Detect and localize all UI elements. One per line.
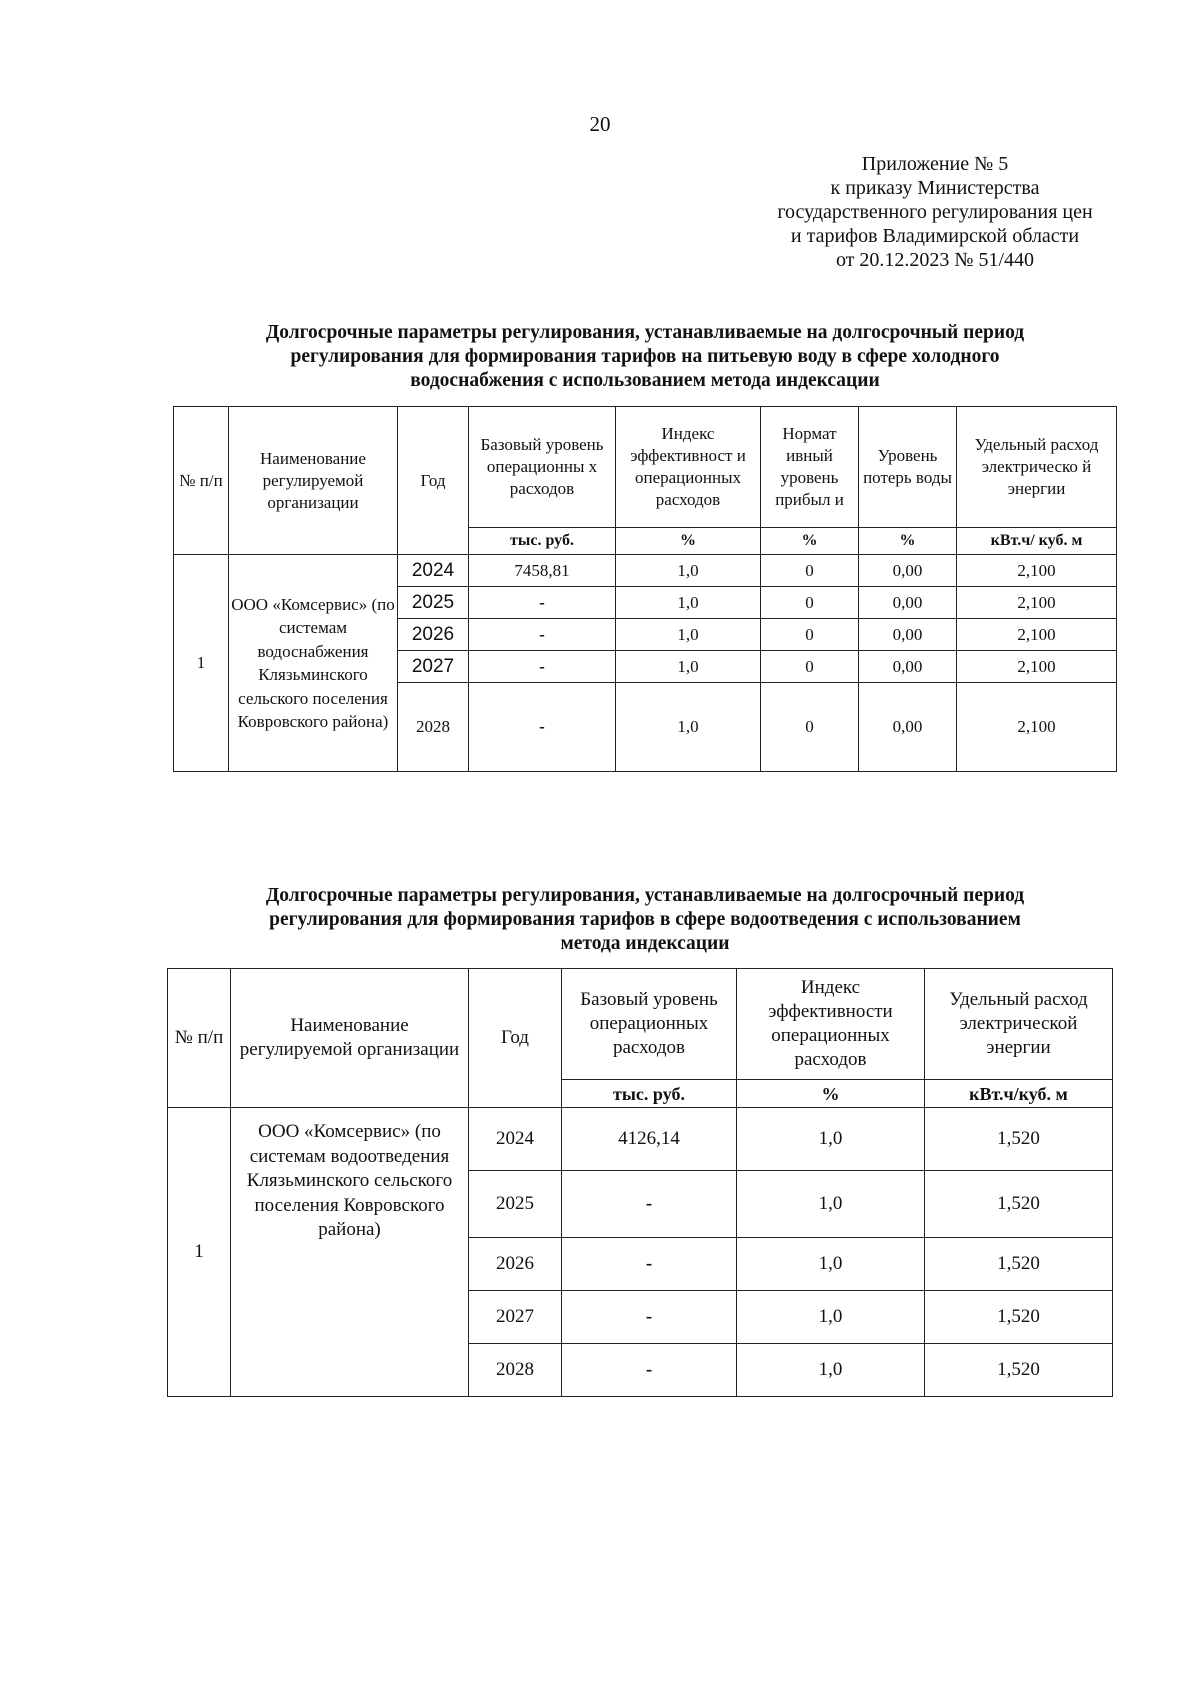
- header-water-loss: Уровень потерь воды: [859, 407, 957, 528]
- water-supply-params-table: [173, 406, 1117, 772]
- cell-base: -: [469, 683, 616, 772]
- header-organization: Наименование регулируемой организации: [229, 407, 398, 555]
- unit-loss: %: [859, 528, 957, 555]
- cell-loss: 0,00: [859, 587, 957, 619]
- unit-energy: кВт.ч/ куб. м: [957, 528, 1117, 555]
- cell-base: -: [562, 1171, 737, 1238]
- cell-energy: 1,520: [925, 1291, 1113, 1344]
- header-num: № п/п: [168, 969, 231, 1108]
- cell-base: -: [562, 1238, 737, 1291]
- unit-index: %: [737, 1080, 925, 1108]
- table-row: [174, 555, 1117, 587]
- cell-index: 1,0: [737, 1344, 925, 1397]
- unit-base: тыс. руб.: [469, 528, 616, 555]
- header-efficiency-index: Индекс эффективности операционных расходов: [737, 969, 925, 1080]
- cell-year: 2028: [398, 683, 469, 772]
- cell-profit: 0: [761, 651, 859, 683]
- cell-year: 2027: [469, 1291, 562, 1344]
- cell-year: 2028: [469, 1344, 562, 1397]
- appendix-line: государственного регулирования цен: [777, 201, 1093, 223]
- table2-title-line: Долгосрочные параметры регулирования, устанавливаемые на долгосрочный период: [265, 885, 1025, 906]
- cell-energy: 1,520: [925, 1171, 1113, 1238]
- wastewater-params-table: [167, 968, 1113, 1397]
- appendix-line: Приложение № 5: [861, 153, 1009, 175]
- table2-title-line: метода индексации: [560, 933, 730, 954]
- header-efficiency-index: Индекс эффективност и операционных расходов: [616, 407, 761, 528]
- cell-base: 7458,81: [469, 555, 616, 587]
- cell-loss: 0,00: [859, 651, 957, 683]
- table-row: [168, 1108, 1113, 1171]
- cell-index: 1,0: [737, 1108, 925, 1171]
- page-number: 20: [589, 112, 611, 136]
- cell-profit: 0: [761, 587, 859, 619]
- unit-base: тыс. руб.: [562, 1080, 737, 1108]
- cell-year: 2024: [398, 555, 469, 587]
- cell-energy: 2,100: [957, 683, 1117, 772]
- cell-base: -: [469, 619, 616, 651]
- header-year: Год: [469, 969, 562, 1108]
- table1-title-line: регулирования для формирования тарифов на питьевую воду в сфере холодного: [290, 346, 1000, 367]
- unit-profit: %: [761, 528, 859, 555]
- row-number: 1: [174, 555, 229, 772]
- cell-index: 1,0: [616, 619, 761, 651]
- cell-profit: 0: [761, 555, 859, 587]
- row-number: 1: [168, 1108, 231, 1397]
- cell-index: 1,0: [616, 651, 761, 683]
- appendix-line: и тарифов Владимирской области: [790, 225, 1080, 247]
- cell-energy: 2,100: [957, 651, 1117, 683]
- header-year: Год: [398, 407, 469, 555]
- header-base-level: Базовый уровень операционных расходов: [562, 969, 737, 1080]
- cell-index: 1,0: [616, 683, 761, 772]
- cell-year: 2026: [398, 619, 469, 651]
- cell-profit: 0: [761, 683, 859, 772]
- cell-year: 2025: [398, 587, 469, 619]
- table2-title: [130, 884, 1160, 956]
- header-energy: Удельный расход электрической энергии: [925, 969, 1113, 1080]
- header-energy: Удельный расход электрическо й энергии: [957, 407, 1117, 528]
- table1-title: [130, 321, 1160, 393]
- cell-energy: 1,520: [925, 1344, 1113, 1397]
- unit-energy: кВт.ч/куб. м: [925, 1080, 1113, 1108]
- cell-loss: 0,00: [859, 555, 957, 587]
- cell-year: 2025: [469, 1171, 562, 1238]
- cell-year: 2026: [469, 1238, 562, 1291]
- cell-loss: 0,00: [859, 683, 957, 772]
- table2-title-line: регулирования для формирования тарифов в сфере водоотведения с использованием: [269, 909, 1021, 930]
- cell-base: -: [469, 651, 616, 683]
- cell-index: 1,0: [737, 1171, 925, 1238]
- cell-profit: 0: [761, 619, 859, 651]
- cell-base: -: [562, 1344, 737, 1397]
- cell-year: 2024: [469, 1108, 562, 1171]
- cell-base: -: [469, 587, 616, 619]
- cell-base: 4126,14: [562, 1108, 737, 1171]
- cell-loss: 0,00: [859, 619, 957, 651]
- unit-index: %: [616, 528, 761, 555]
- appendix-line: от 20.12.2023 № 51/440: [835, 249, 1035, 271]
- cell-energy: 2,100: [957, 555, 1117, 587]
- table1-title-line: водоснабжения с использованием метода индексации: [410, 370, 880, 391]
- cell-index: 1,0: [616, 587, 761, 619]
- cell-energy: 1,520: [925, 1238, 1113, 1291]
- cell-index: 1,0: [616, 555, 761, 587]
- cell-base: -: [562, 1291, 737, 1344]
- cell-year: 2027: [398, 651, 469, 683]
- header-profit-level: Нормат ивный уровень прибыл и: [761, 407, 859, 528]
- organization-name: ООО «Комсервис» (по системам водоотведения Клязьминского сельского поселения Ковровского района): [231, 1108, 469, 1397]
- cell-energy: 2,100: [957, 619, 1117, 651]
- header-organization: Наименование регулируемой организации: [231, 969, 469, 1108]
- cell-index: 1,0: [737, 1238, 925, 1291]
- cell-energy: 2,100: [957, 587, 1117, 619]
- cell-index: 1,0: [737, 1291, 925, 1344]
- organization-name: ООО «Комсервис» (по системам водоснабжения Клязьминского сельского поселения Ковровского района): [229, 555, 398, 772]
- cell-energy: 1,520: [925, 1108, 1113, 1171]
- header-num: № п/п: [174, 407, 229, 555]
- appendix-note: [700, 152, 1170, 272]
- appendix-line: к приказу Министерства: [830, 177, 1040, 199]
- header-base-level: Базовый уровень операционны х расходов: [469, 407, 616, 528]
- table1-title-line: Долгосрочные параметры регулирования, устанавливаемые на долгосрочный период: [265, 322, 1025, 343]
